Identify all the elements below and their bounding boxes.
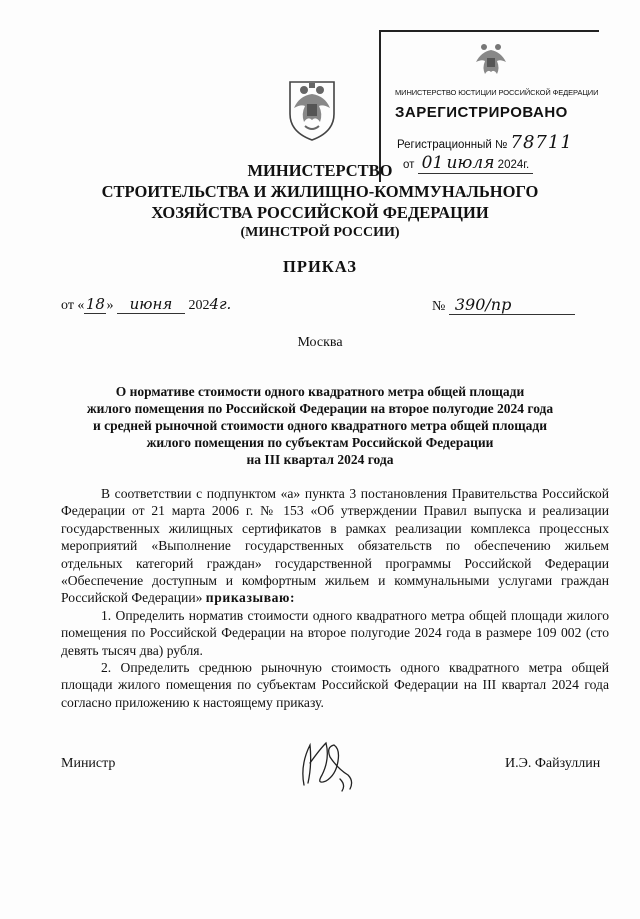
date-month: июня bbox=[117, 295, 185, 314]
city: Москва bbox=[297, 335, 343, 350]
stamp-reg-number: 78711 bbox=[510, 132, 573, 153]
title-line-1: О нормативе стоимости одного квадратного метра общей площади bbox=[115, 384, 525, 399]
document-body bbox=[61, 485, 609, 711]
stamp-reg-label: Регистрационный № bbox=[397, 139, 508, 151]
number-value: 390/пр bbox=[449, 295, 575, 315]
stamp-reg-number-row bbox=[397, 132, 573, 153]
date-day: 18 bbox=[85, 295, 105, 313]
order-date bbox=[61, 295, 231, 314]
ministry-line-3: ХОЗЯЙСТВА РОССИЙСКОЙ ФЕДЕРАЦИИ bbox=[151, 203, 489, 222]
stamp-date-day: 01 bbox=[421, 153, 444, 173]
stamp-date-prefix: от bbox=[403, 159, 415, 171]
title-line-4: жилого помещения по субъектам Российской Федерации bbox=[146, 435, 494, 450]
ministry-name bbox=[0, 160, 640, 223]
date-year-prefix: 202 bbox=[188, 298, 210, 313]
handwritten-signature bbox=[296, 735, 366, 795]
preamble-paragraph bbox=[61, 485, 609, 607]
document-type: ПРИКАЗ bbox=[283, 257, 357, 276]
date-prefix: от « bbox=[61, 298, 85, 313]
number-prefix: № bbox=[432, 299, 446, 314]
date-quote-close: » bbox=[106, 298, 114, 313]
title-line-2: жилого помещения по Российской Федерации на второе полугодие 2024 года bbox=[86, 401, 554, 416]
coat-of-arms-icon bbox=[285, 74, 339, 144]
stamp-date-month: июля bbox=[446, 153, 495, 173]
stamp-authority: МИНИСТЕРСТВО ЮСТИЦИИ РОССИЙСКОЙ ФЕДЕРАЦИИ bbox=[395, 88, 599, 97]
title-line-3: и средней рыночной стоимости одного квадратного метра общей площади bbox=[92, 418, 548, 433]
stamp-status: ЗАРЕГИСТРИРОВАНО bbox=[395, 104, 568, 121]
signatory-position: Министр bbox=[61, 756, 116, 771]
date-year-suffix: 4г. bbox=[209, 295, 232, 313]
document-title bbox=[0, 383, 640, 468]
stamp-emblem-icon bbox=[471, 38, 511, 82]
preamble-text: В соответствии с подпунктом «а» пункта 3 постановления Правительства Российской Федерации от 21 марта 2006 г. № 153 «Об утверждении Правил выпуска и реализации государственных жилищных сертификатов в рамках реализации комплекса процессных мероприятий «Выполнение государственных обязательств по обеспечению жильем отдельных категорий граждан» государственной программы Российской Федерации «Обеспечение доступным и комфортным жильем и коммунальными услугами граждан Российской Федерации» bbox=[61, 486, 609, 606]
ministry-line-2: СТРОИТЕЛЬСТВА И ЖИЛИЩНО-КОММУНАЛЬНОГО bbox=[101, 182, 539, 201]
ministry-line-1: МИНИСТЕРСТВО bbox=[247, 161, 393, 180]
order-word: приказываю: bbox=[205, 590, 296, 606]
stamp-date-year: 2024г. bbox=[497, 159, 530, 171]
item-1: 1. Определить норматив стоимости одного квадратного метра общей площади жилого помещения по Российской Федерации на второе полугодие 2024 года в размере 109 002 (сто девять тысяч два) рубля. bbox=[61, 607, 609, 658]
ministry-short-name: (МИНСТРОЙ РОССИИ) bbox=[240, 225, 400, 240]
title-line-5: на III квартал 2024 года bbox=[246, 452, 394, 467]
signatory-name: И.Э. Файзуллин bbox=[505, 756, 601, 771]
item-2: 2. Определить среднюю рыночную стоимость одного квадратного метра общей площади жилого помещения по субъектам Российской Федерации на III квартал 2024 года согласно приложению к настоящему приказу. bbox=[61, 660, 609, 710]
order-number bbox=[432, 295, 575, 315]
